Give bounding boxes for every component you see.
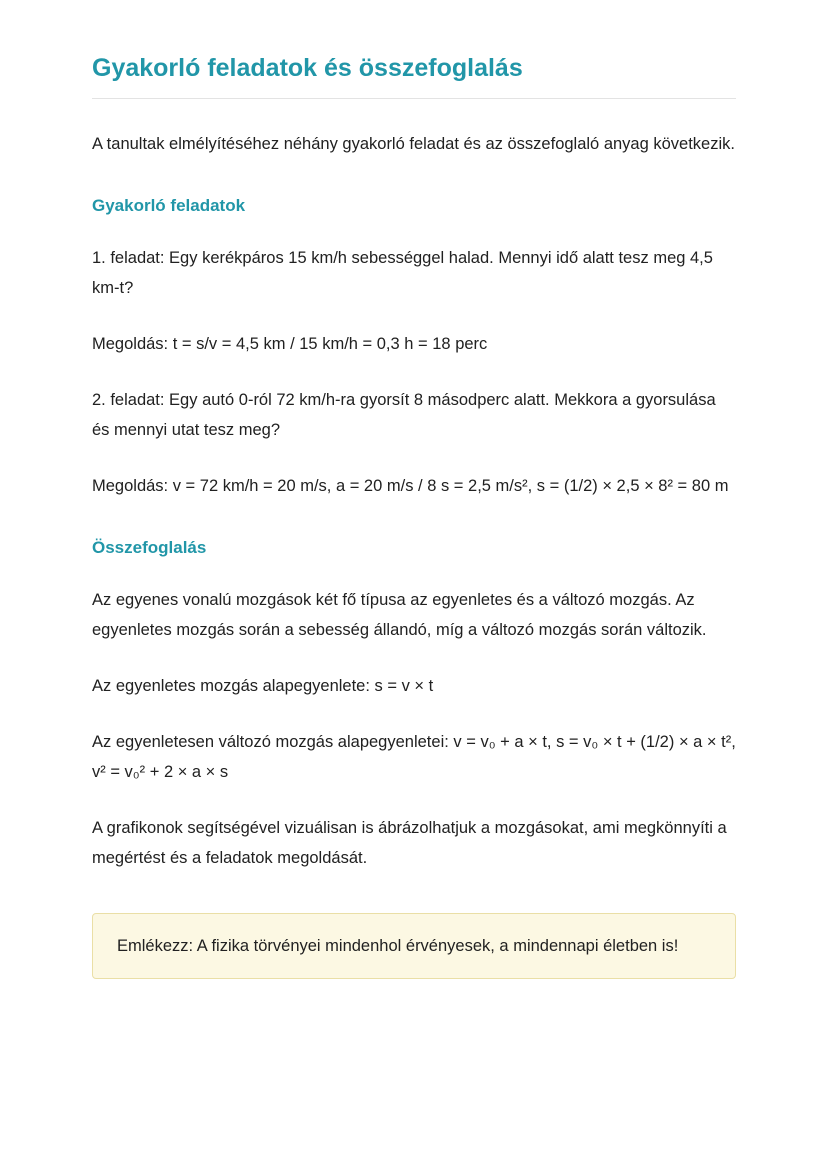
note-box [92,913,736,979]
practice-solution-2: Megoldás: v = 72 km/h = 20 m/s, a = 20 m/s / 8 s = 2,5 m/s², s = (1/2) × 2,5 × 8² = 80 m [92,477,729,495]
practice-solution-1: Megoldás: t = s/v = 4,5 km / 15 km/h = 0,3 h = 18 perc [92,335,488,353]
intro-paragraph: A tanultak elmélyítéséhez néhány gyakorló feladat és az összefoglaló anyag következik. [92,135,735,153]
summary-paragraph-2: Az egyenletes mozgás alapegyenlete: s = v × t [92,677,434,695]
summary-paragraph-4: A grafikonok segítségével vizuálisan is ábrázolhatjuk a mozgásokat, ami megkönnyíti a megértést és a feladatok megoldását. [92,819,727,867]
practice-section-heading: Gyakorló feladatok [92,196,246,215]
summary-section-heading: Összefoglalás [92,538,207,557]
note-text: Emlékezz: A fizika törvényei mindenhol érvényesek, a mindennapi életben is! [117,937,679,955]
page-title: Gyakorló feladatok és összefoglalás [92,54,523,82]
practice-task-1: 1. feladat: Egy kerékpáros 15 km/h sebességgel halad. Mennyi idő alatt tesz meg 4,5 km-t? [92,249,713,297]
title-divider [92,98,736,99]
summary-paragraph-3: Az egyenletesen változó mozgás alapegyenletei: v = v₀ + a × t, s = v₀ × t + (1/2) × a × t², v² = v₀² + 2 × a × s [92,733,736,781]
practice-task-2: 2. feladat: Egy autó 0-ról 72 km/h-ra gyorsít 8 másodperc alatt. Mekkora a gyorsulása és mennyi utat tesz meg? [92,391,716,439]
summary-paragraph-1: Az egyenes vonalú mozgások két fő típusa az egyenletes és a változó mozgás. Az egyenletes mozgás során a sebesség állandó, míg a változó mozgás során változik. [92,591,707,639]
